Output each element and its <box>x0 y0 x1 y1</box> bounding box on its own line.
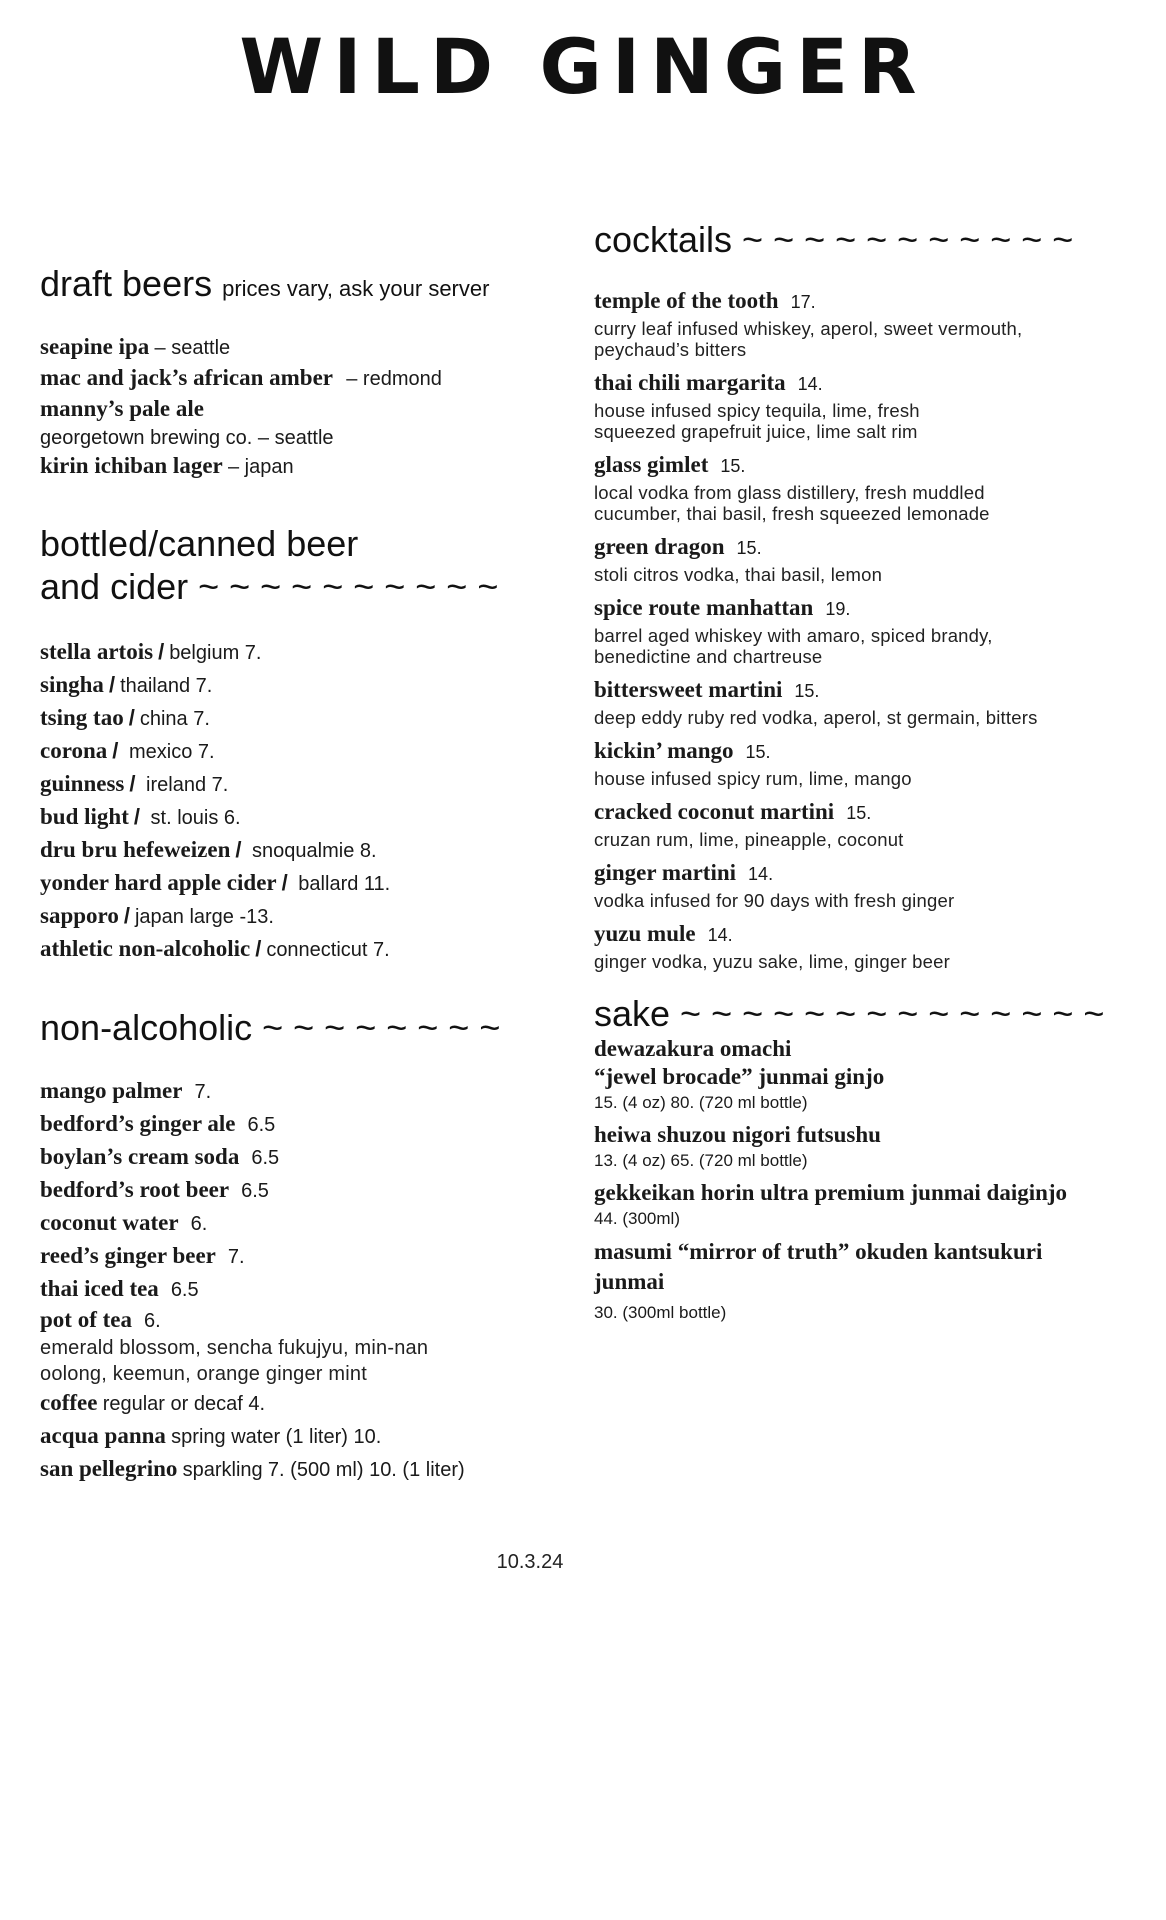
list-item <box>594 1179 1134 1231</box>
item-detail: china 7. <box>139 708 210 730</box>
item-name: thai chili margarita <box>594 370 786 395</box>
list-item <box>40 394 560 424</box>
item-detail: st. louis 6. <box>144 807 241 829</box>
item-name: junmai <box>594 1269 665 1294</box>
item-name: bedford’s root beer <box>40 1177 230 1202</box>
list-item <box>40 702 560 735</box>
list-item <box>40 933 560 966</box>
item-desc: house infused spicy rum, lime, mango <box>594 768 912 789</box>
item-detail: regular or decaf 4. <box>102 1393 266 1415</box>
slash-divider: / <box>255 936 262 961</box>
bottled-list <box>40 636 560 966</box>
item-name: kickin’ mango <box>594 738 734 763</box>
list-item <box>594 285 1134 360</box>
item-price: 19. <box>825 599 851 619</box>
item-name: ginger martini <box>594 860 737 885</box>
item-detail: belgium 7. <box>169 642 262 664</box>
list-item <box>40 669 560 702</box>
item-price: 15. <box>745 742 771 762</box>
cocktails-list <box>594 285 1134 972</box>
list-item <box>40 768 560 801</box>
item-name: seapine ipa <box>40 334 150 359</box>
item-desc: cucumber, thai basil, fresh squeezed lemonade <box>594 503 990 524</box>
item-name: bud light <box>40 804 129 829</box>
cocktails-section-title: cocktails ~ ~ ~ ~ ~ ~ ~ ~ ~ ~ ~ <box>594 219 1074 260</box>
list-item <box>40 867 560 900</box>
item-desc: stoli citros vodka, thai basil, lemon <box>594 564 883 585</box>
list-item <box>40 1141 560 1174</box>
slash-divider: / <box>235 837 242 862</box>
cocktail-name-line <box>594 531 1134 564</box>
menu-date: 10.3.24 <box>496 1551 564 1573</box>
item-name: pot of tea <box>40 1307 132 1332</box>
cocktail-name-line <box>594 449 1134 482</box>
item-name: bittersweet martini <box>594 677 783 702</box>
item-desc: cruzan rum, lime, pineapple, coconut <box>594 829 904 850</box>
item-price: 15. (4 oz) 80. (720 ml bottle) <box>594 1093 808 1112</box>
item-name: manny’s pale ale <box>40 396 204 421</box>
list-item <box>594 857 1134 911</box>
list-item <box>594 592 1134 667</box>
item-desc: benedictine and chartreuse <box>594 646 823 667</box>
cocktail-name-line <box>594 796 1134 829</box>
slash-divider: / <box>133 804 140 829</box>
item-desc: squeezed grapefruit juice, lime salt rim <box>594 421 918 442</box>
list-item <box>40 900 560 933</box>
cocktail-name-line <box>594 285 1134 318</box>
item-price: 14. <box>707 925 733 945</box>
list-item <box>40 801 560 834</box>
item-name: boylan’s cream soda <box>40 1144 240 1169</box>
item-name: guinness <box>40 771 125 796</box>
item-name: gekkeikan horin ultra premium junmai daiginjo <box>594 1180 1068 1205</box>
item-name: heiwa shuzou nigori futsushu <box>594 1122 881 1147</box>
item-price: 14. <box>797 374 823 394</box>
list-item <box>594 674 1134 728</box>
item-name: masumi “mirror of truth” okuden kantsukuri <box>594 1239 1043 1264</box>
item-desc: ginger vodka, yuzu sake, lime, ginger beer <box>594 951 950 972</box>
item-desc: vodka infused for 90 days with fresh ginger <box>594 890 955 911</box>
item-detail: connecticut 7. <box>266 939 390 961</box>
slash-divider: / <box>281 870 288 895</box>
item-name: tsing tao <box>40 705 124 730</box>
item-price: 30. (300ml bottle) <box>594 1303 727 1322</box>
item-name: glass gimlet <box>594 452 709 477</box>
slash-divider: / <box>128 705 135 730</box>
item-name: singha <box>40 672 104 697</box>
sake-section-title: sake ~ ~ ~ ~ ~ ~ ~ ~ ~ ~ ~ ~ ~ ~ <box>594 993 1105 1034</box>
item-price: 15. <box>720 456 746 476</box>
item-name: green dragon <box>594 534 725 559</box>
item-price: 13. (4 oz) 65. (720 ml bottle) <box>594 1151 808 1170</box>
item-price: 6.5 <box>247 1114 276 1136</box>
item-detail: georgetown brewing co. – seattle <box>40 427 334 449</box>
item-detail: – redmond <box>346 368 442 390</box>
item-price: 6.5 <box>241 1180 269 1202</box>
item-desc: house infused spicy tequila, lime, fresh <box>594 400 920 421</box>
item-name: sapporo <box>40 903 119 928</box>
item-name: yonder hard apple cider <box>40 870 277 895</box>
list-item <box>594 1237 1134 1325</box>
item-name: reed’s ginger beer <box>40 1243 216 1268</box>
slash-divider: / <box>158 639 165 664</box>
item-desc: peychaud’s bitters <box>594 339 747 360</box>
item-price: 15. <box>846 803 872 823</box>
item-name: cracked coconut martini <box>594 799 835 824</box>
bottled-section-title <box>40 522 560 608</box>
list-item <box>40 451 560 482</box>
item-desc: local vodka from glass distillery, fresh muddled <box>594 482 985 503</box>
item-name: mango palmer <box>40 1078 183 1103</box>
cocktail-name-line <box>594 918 1134 951</box>
item-name: corona <box>40 738 108 763</box>
item-price: 6. <box>143 1310 161 1332</box>
draft-subtitle: prices vary, ask your server <box>222 276 490 301</box>
cocktail-name-line <box>594 735 1134 768</box>
item-desc: barrel aged whiskey with amaro, spiced brandy, <box>594 625 993 646</box>
cocktail-name-line <box>594 367 1134 400</box>
right-column <box>594 218 1134 1331</box>
item-detail: snoqualmie 8. <box>246 840 377 862</box>
item-name: kirin ichiban lager <box>40 453 223 478</box>
list-item <box>40 1453 560 1486</box>
nonalc-section-title: non-alcoholic ~ ~ ~ ~ ~ ~ ~ ~ <box>40 1007 501 1048</box>
list-item <box>594 531 1134 585</box>
list-item <box>40 1420 560 1453</box>
list-item <box>40 1207 560 1240</box>
list-item <box>40 1075 560 1108</box>
list-item <box>40 1108 560 1141</box>
item-price: 17. <box>790 292 816 312</box>
item-name: dewazakura omachi <box>594 1036 792 1061</box>
draft-title: draft beers <box>40 263 213 304</box>
list-item <box>40 332 560 363</box>
list-item <box>40 834 560 867</box>
item-name: stella artois <box>40 639 154 664</box>
item-price: 6.5 <box>251 1147 280 1169</box>
item-name: spice route manhattan <box>594 595 814 620</box>
list-item <box>594 1035 1134 1115</box>
slash-divider: / <box>129 771 136 796</box>
left-column <box>40 262 560 1486</box>
tea-desc-line2: oolong, keemun, orange ginger mint <box>40 1363 368 1385</box>
item-price: 6.5 <box>170 1279 199 1301</box>
item-price: 15. <box>736 538 762 558</box>
item-detail: – seattle <box>154 337 231 359</box>
item-price: 7. <box>227 1246 245 1268</box>
slash-divider: / <box>108 672 116 697</box>
item-name: coffee <box>40 1390 98 1415</box>
sake-list <box>594 1035 1134 1325</box>
item-name: “jewel brocade” junmai ginjo <box>594 1064 885 1089</box>
list-item <box>594 735 1134 789</box>
list-item <box>40 1273 560 1306</box>
list-item <box>40 636 560 669</box>
cocktail-name-line <box>594 592 1134 625</box>
slash-divider: / <box>123 903 130 928</box>
item-name: yuzu mule <box>594 921 696 946</box>
item-price: 6. <box>190 1213 208 1235</box>
item-price: 15. <box>794 681 820 701</box>
item-detail: ballard 11. <box>292 873 391 895</box>
item-name: san pellegrino <box>40 1456 178 1481</box>
item-detail-sizes: 7. (500 ml) 10. (1 liter) <box>267 1459 465 1481</box>
cocktail-name-line <box>594 674 1134 707</box>
list-item <box>40 1306 560 1335</box>
list-item <box>40 363 560 394</box>
item-name: thai iced tea <box>40 1276 159 1301</box>
item-name: coconut water <box>40 1210 179 1235</box>
list-item <box>40 1240 560 1273</box>
item-name: temple of the tooth <box>594 288 779 313</box>
list-item <box>40 735 560 768</box>
item-name: mac and jack’s african amber <box>40 365 333 390</box>
item-price: 7. <box>194 1081 212 1103</box>
item-detail: japan large -13. <box>134 906 274 928</box>
nonalc-list <box>40 1075 560 1486</box>
list-item <box>594 1121 1134 1173</box>
list-item <box>594 918 1134 972</box>
item-price: 14. <box>748 864 774 884</box>
tea-desc-line1: emerald blossom, sencha fukujyu, min-nan <box>40 1337 429 1359</box>
item-detail: mexico 7. <box>123 741 215 763</box>
item-desc: curry leaf infused whiskey, aperol, sweet vermouth, <box>594 318 1023 339</box>
list-item <box>594 367 1134 442</box>
item-name: acqua panna <box>40 1423 166 1448</box>
item-price: 44. (300ml) <box>594 1209 680 1228</box>
item-name: athletic non-alcoholic <box>40 936 251 961</box>
list-item <box>594 796 1134 850</box>
bottled-title-line2: and cider ~ ~ ~ ~ ~ ~ ~ ~ ~ ~ <box>40 566 499 607</box>
item-name: dru bru hefeweizen <box>40 837 231 862</box>
item-detail: spring water (1 liter) 10. <box>171 1426 382 1448</box>
cocktail-name-line <box>594 857 1134 890</box>
list-item <box>594 449 1134 524</box>
list-item <box>40 1387 560 1420</box>
item-detail: ireland 7. <box>140 774 229 796</box>
item-name: bedford’s ginger ale <box>40 1111 236 1136</box>
draft-section-title <box>40 262 560 310</box>
bottled-title-line1: bottled/canned beer <box>40 523 359 564</box>
item-desc: deep eddy ruby red vodka, aperol, st germain, bitters <box>594 707 1038 728</box>
list-item <box>40 1174 560 1207</box>
item-detail: thailand 7. <box>120 675 213 697</box>
item-detail: sparkling <box>182 1459 263 1481</box>
item-detail: – japan <box>228 456 294 478</box>
list-item <box>40 424 560 451</box>
draft-list <box>40 332 560 482</box>
logo: WILD GINGER <box>239 22 927 111</box>
slash-divider: / <box>112 738 119 763</box>
